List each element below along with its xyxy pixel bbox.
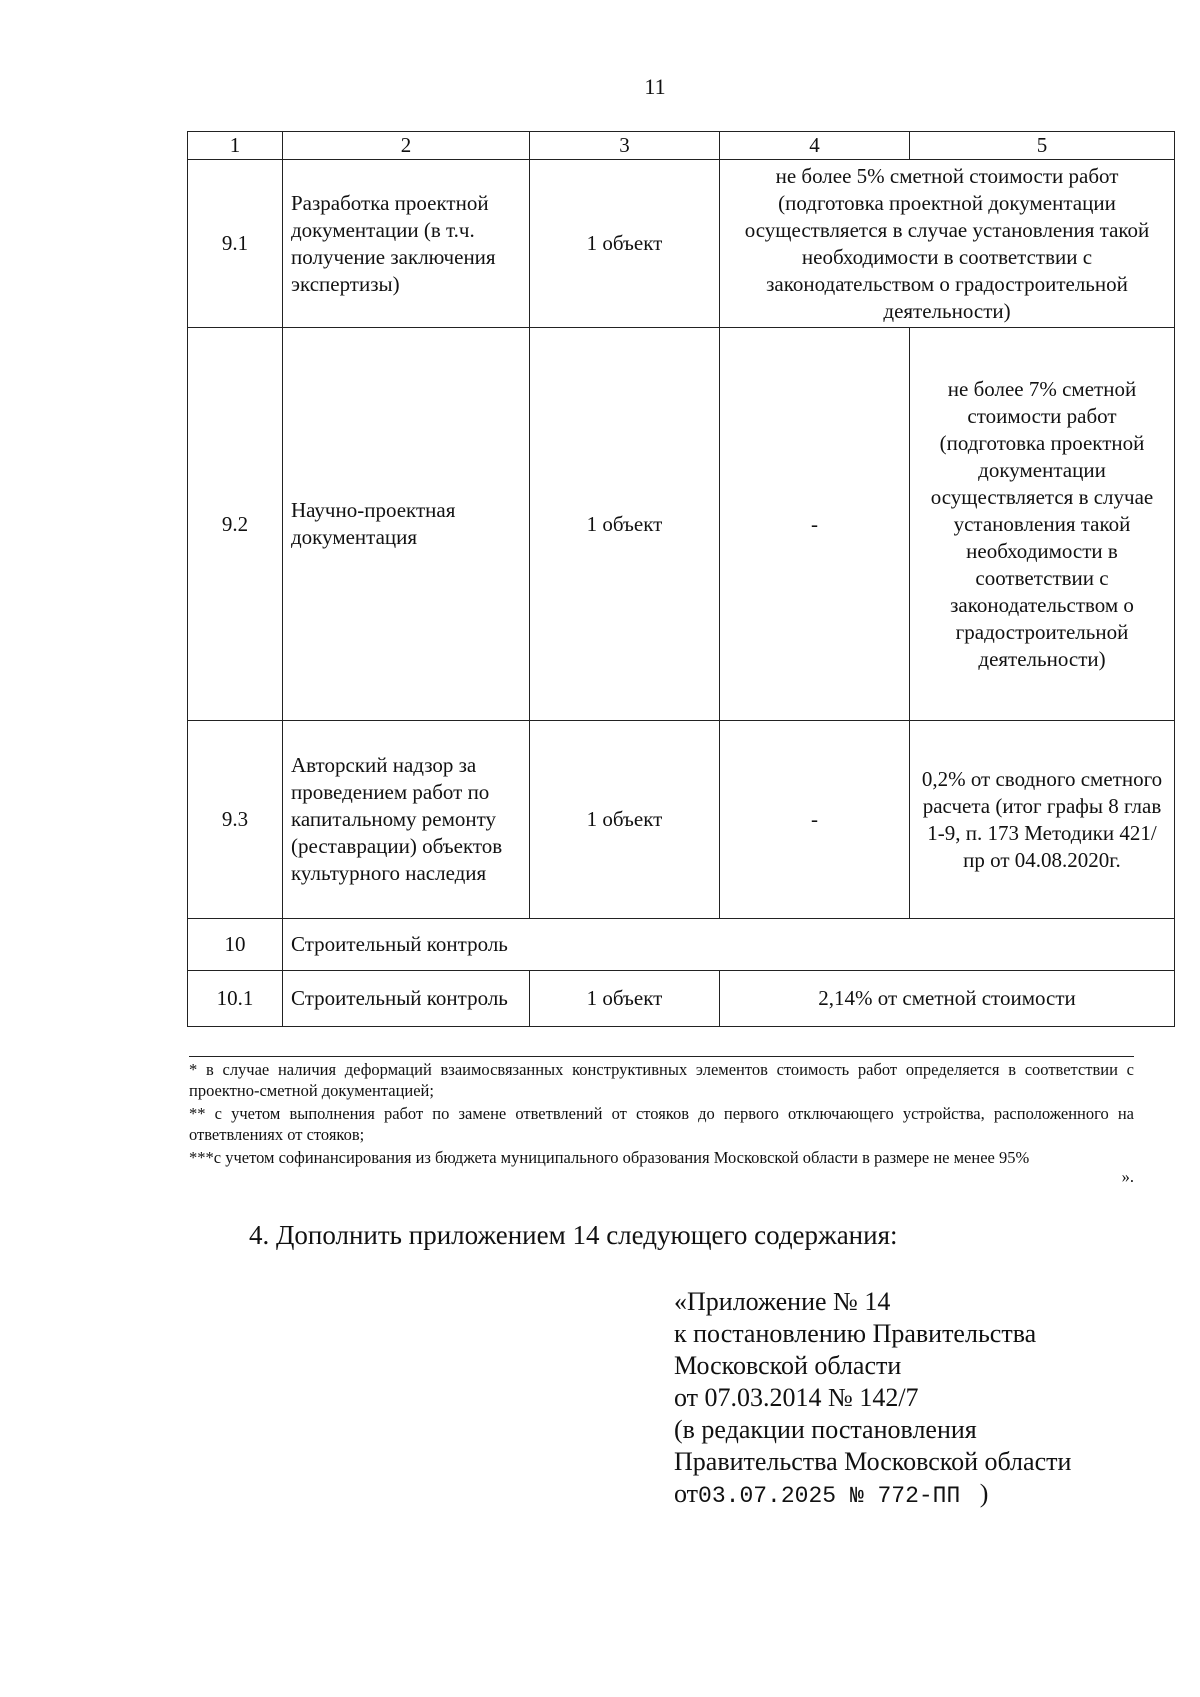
appendix-line: от 07.03.2014 № 142/7 [674,1383,919,1412]
appendix-date-line [674,1478,1071,1512]
table-header-row [188,132,1175,160]
table-row [188,971,1175,1027]
footnotes [189,1056,1134,1187]
row-name: Строительный контроль [283,971,530,1027]
appendix-line: Московской области [674,1351,902,1380]
appendix-line: Правительства Московской области [674,1447,1072,1476]
decree-stamp: 03.07.2025 № 772-ПП [698,1483,961,1509]
footnote-3: ***с учетом софинансирования из бюджета муниципального образования Московской области в размере не менее 95% [189,1148,1030,1167]
header-cell: 4 [720,132,910,160]
row-unit: 1 объект [530,721,720,919]
instruction-text: 4. Дополнить приложением 14 следующего содержания: [249,1220,898,1250]
table-row [188,160,1175,328]
footnote-2: ** с учетом выполнения работ по замене ответвлений от стояков до первого отключающего устройства, расположенного на ответвлениях от стояков; [189,1104,1134,1144]
row-name: Научно-проектная документация [283,328,530,721]
row-col4: - [720,721,910,919]
date-prefix: от [674,1479,699,1508]
row-number: 9.3 [188,721,283,919]
row-number: 10.1 [188,971,283,1027]
header-cell: 1 [188,132,283,160]
row-name: Авторский надзор за проведением работ по капитальному ремонту (реставрации) объектов культурного наследия [283,721,530,919]
appendix-line: (в редакции постановления [674,1415,977,1444]
row-name: Разработка проектной документации (в т.ч. получение заключения экспертизы) [283,160,530,328]
row-number: 10 [188,919,283,971]
section-title: Строительный контроль [283,919,1175,971]
row-col4: - [720,328,910,721]
row-cost-merged: не более 5% сметной стоимости работ (подготовка проектной документации осуществляется в случае установления такой необходимости в соответствии с законодательством о градостроительной деятельности) [720,160,1175,328]
closing-quote: ». [1121,1167,1134,1186]
row-unit: 1 объект [530,328,720,721]
row-unit: 1 объект [530,160,720,328]
table-row [188,328,1175,721]
row-number: 9.1 [188,160,283,328]
appendix-line: «Приложение № 14 [674,1287,891,1316]
cost-table [187,131,1175,1027]
table-section-row [188,919,1175,971]
header-cell: 3 [530,132,720,160]
footnote-divider [189,1056,1134,1057]
row-col5: 0,2% от сводного сметного расчета (итог графы 8 глав 1-9, п. 173 Методики 421/пр от 04.08.2020г. [910,721,1175,919]
row-cost-merged: 2,14% от сметной стоимости [720,971,1175,1027]
table-row [188,721,1175,919]
row-unit: 1 объект [530,971,720,1027]
row-number: 9.2 [188,328,283,721]
date-suffix: ) [979,1479,989,1508]
row-col5: не более 7% сметной стоимости работ (подготовка проектной документации осуществляется в случае установления такой необходимости в соответствии с законодательством о градостроительной деятельности) [910,328,1175,721]
header-cell: 2 [283,132,530,160]
header-cell: 5 [910,132,1175,160]
footnote-1: * в случае наличия деформаций взаимосвязанных конструктивных элементов стоимость работ определяется в соответствии с проектно-сметной документацией; [189,1060,1134,1100]
appendix-header [674,1286,1071,1512]
page-number: 11 [644,74,666,99]
appendix-line: к постановлению Правительства [674,1319,1037,1348]
